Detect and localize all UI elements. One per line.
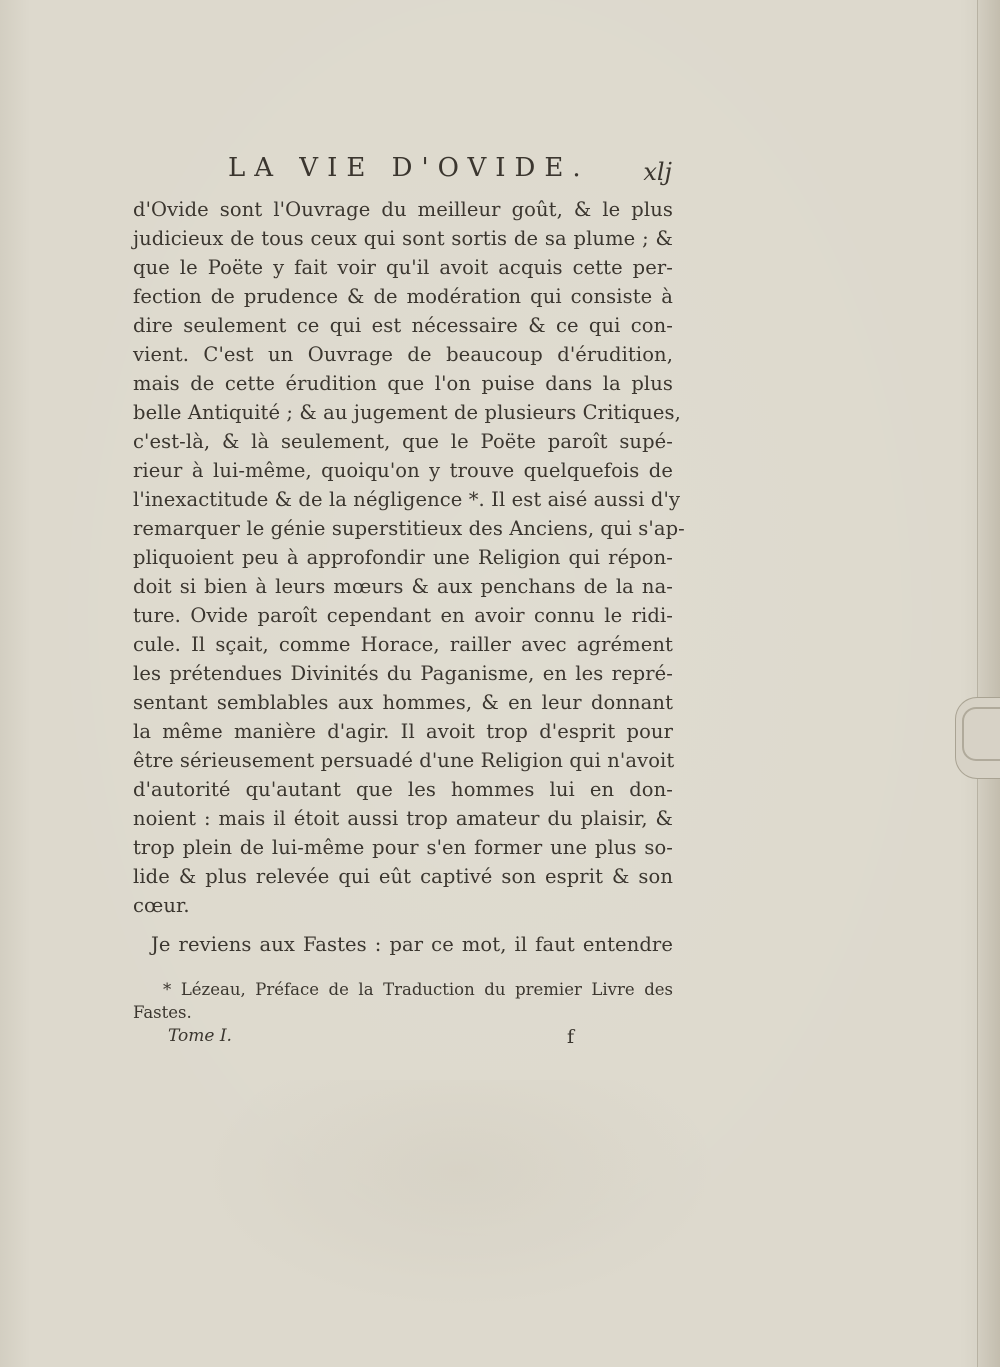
text-line: doit si bien à leurs mœurs & aux penchans de la na- [133, 575, 673, 598]
text-line: que le Poëte y fait voir qu'il avoit acquis cette per- [133, 256, 673, 279]
text-line: la même manière d'agir. Il avoit trop d'esprit pour [133, 720, 673, 743]
text-line: mais de cette érudition que l'on puise dans la plus [133, 372, 673, 395]
text-line: être sérieusement persuadé d'une Religion qui n'avoit [133, 749, 675, 772]
text-line: remarquer le génie superstitieux des Anciens, qui s'ap- [133, 517, 685, 540]
footnote [133, 978, 673, 1024]
page-fore-edge [977, 0, 1000, 1367]
text-line: rieur à lui-même, quoiqu'on y trouve quelquefois de [133, 459, 673, 482]
footnote-line: * Lézeau, Préface de la Traduction du premier Livre des [163, 980, 673, 999]
text-line: belle Antiquité ; & au jugement de plusieurs Critiques, [133, 401, 681, 424]
text-line: dire seulement ce qui est nécessaire & ce qui con- [133, 314, 673, 337]
text-line: cule. Il sçait, comme Horace, railler avec agrément [133, 633, 673, 656]
signature-mark: f [567, 1026, 575, 1048]
text-line: pliquoient peu à approfondir une Religion qui répon- [133, 546, 673, 569]
text-line: sentant semblables aux hommes, & en leur donnant [133, 691, 673, 714]
text-line: ture. Ovide paroît cependant en avoir connu le ridi- [133, 604, 673, 627]
volume-signature: Tome I. [168, 1026, 232, 1046]
text-line: d'autorité qu'autant que les hommes lui en don- [133, 778, 673, 801]
footnote-line: Fastes. [133, 1003, 192, 1022]
page-tab-marker-inner [962, 707, 1000, 761]
paper-stain [200, 1080, 720, 1310]
text-line: cœur. [133, 894, 190, 917]
text-line: noient : mais il étoit aussi trop amateur du plaisir, & [133, 807, 673, 830]
page-number: xlj [643, 158, 672, 186]
text-line: l'inexactitude & de la négligence *. Il est aisé aussi d'y [133, 488, 681, 511]
text-line: fection de prudence & de modération qui consiste à [133, 285, 673, 308]
text-line: trop plein de lui-même pour s'en former une plus so- [133, 836, 673, 859]
text-line: judicieux de tous ceux qui sont sortis de sa plume ; & [133, 227, 673, 250]
text-line: vient. C'est un Ouvrage de beaucoup d'érudition, [133, 343, 673, 366]
text-line: lide & plus relevée qui eût captivé son esprit & son [133, 865, 673, 888]
text-line: d'Ovide sont l'Ouvrage du meilleur goût, & le plus [133, 198, 673, 221]
text-line: les prétendues Divinités du Paganisme, en les repré- [133, 662, 673, 685]
paragraph-start-line: Je reviens aux Fastes : par ce mot, il faut entendre [151, 933, 673, 956]
running-title: LA VIE D'OVIDE. [228, 153, 590, 183]
body-text [133, 195, 685, 959]
text-line: c'est-là, & là seulement, que le Poëte paroît supé- [133, 430, 673, 453]
